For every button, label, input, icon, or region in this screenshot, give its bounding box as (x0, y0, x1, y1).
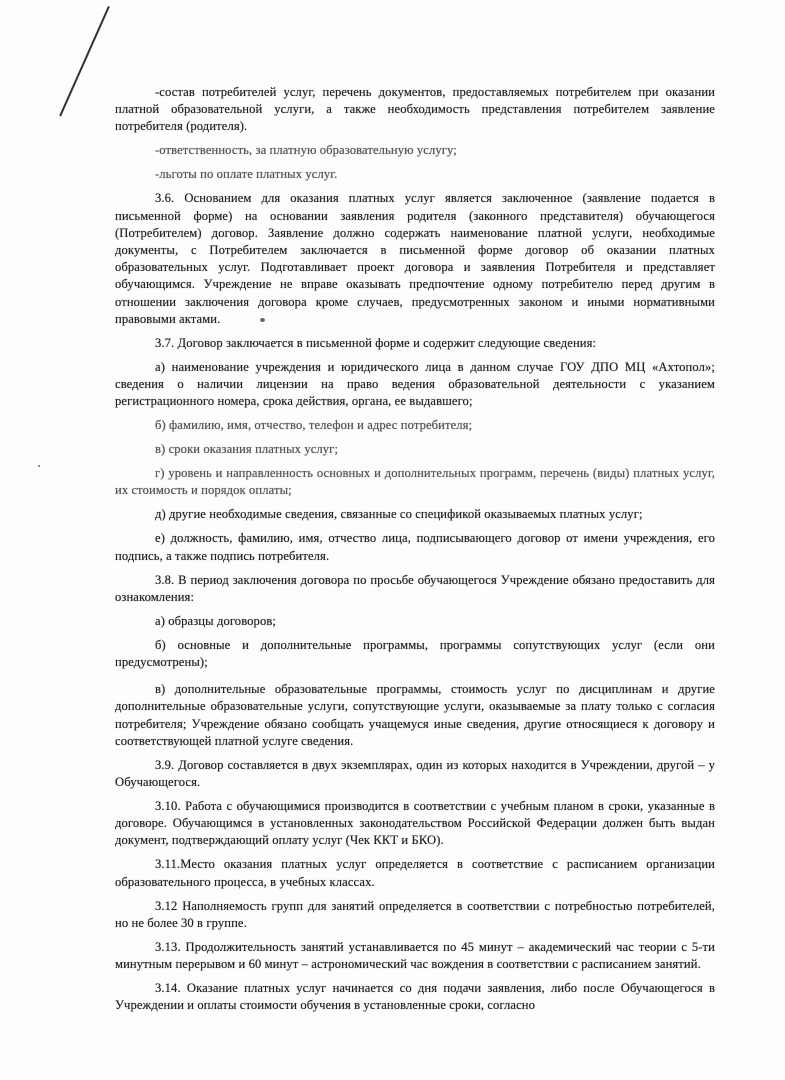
paragraph-3-12: 3.12 Наполняемость групп для занятий определяется в соответствии с потребностью потребителей, но не более 30 в группе. (115, 898, 715, 930)
paragraph-3-13: 3.13. Продолжительность занятий устанавливается по 45 минут – академический час теории с 5-ти минутным перерывом и 60 минут – астрономический час вождения в соответствии с расписанием занятий. (115, 939, 715, 972)
list-item-g: г) уровень и направленность основных и дополнительных программ, перечень (виды) платных услуг, их стоимость и порядок оплаты; (115, 466, 715, 498)
list-item-d: д) другие необходимые сведения, связанные со спецификой оказываемых платных услуг; (155, 507, 643, 522)
pen-stroke (59, 6, 110, 116)
list-item-e: е) должность, фамилию, имя, отчество лица, подписывающего договор от имени учреждения, его подпись, а также подпись потребителя. (115, 531, 715, 563)
paragraph-3-10: 3.10. Работа с обучающимися производится в соответствии с учебным планом в сроки, указанные в договоре. Обучающимся в установленных законодательством Российской Федерации должен быть выдан документ, подтверждающий оплату услуг (Чек ККТ и БКО). (115, 799, 715, 848)
paragraph-benefits: -льготы по оплате платных услуг. (155, 167, 338, 182)
paragraph-consumer-composition: -состав потребителей услуг, перечень документов, предоставляемых потребителем при оказании платной образовательной услуги, а также необходимость представления потребителем заявление потребителя (родителя). (115, 85, 715, 134)
list-item-a: а) наименование учреждения и юридического лица в данном случае ГОУ ДПО МЦ «Ахтопол»; сведения о наличии лицензии на право ведения образовательной деятельности с указанием регистрационного номера, срока действия, органа, ее выдавшего; (115, 359, 715, 409)
paragraph-3-9: 3.9. Договор составляется в двух экземплярах, один из которых находится в Учреждении, другой – у Обучающегося. (115, 757, 715, 790)
paragraph-3-14: 3.14. Оказание платных услуг начинается со дня подачи заявления, либо после Обучающегося в Учреждении и оплаты стоимости обучения в установленные сроки, согласно (115, 981, 715, 1013)
paragraph-responsibility: -ответственность, за платную образовательную услугу; (155, 143, 457, 158)
paragraph-3-6: 3.6. Основанием для оказания платных услуг является заключенное (заявление подается в письменной форме) на основании заявления родителя (законного представителя) обучающегося (Потребителем) договор. Заявление должно содержать наименование платной услуги, необходимые документы, с Потребителем заключается в письменной форме договор об оказании платных образовательных услуг. Подготавливает проект договора и заявления Потребителя и представляет обучающимся. Учреждение не вправе оказывать предпочтение одному потребителю перед другим в отношении заключения договора кроме случаев, предусмотренных законом и иными нормативными правовыми актами. (115, 191, 715, 326)
document-body (115, 84, 715, 1021)
paragraph-3-8: 3.8. В период заключения договора по просьбе обучающегося Учреждение обязано предоставить для ознакомления: (115, 572, 715, 604)
paragraph-3-7: 3.7. Договор заключается в письменной форме и содержит следующие сведения: (155, 335, 597, 350)
list-item-a-samples: а) образцы договоров; (155, 613, 276, 628)
list-item-v-additional: в) дополнительные образовательные программы, стоимость услуг по дисциплинам и другие дополнительные образовательные услуги, сопутствующие услуги, оказываемые за плату только с согласия потребителя; Учреждение обязано сообщать учащемуся иные сведения, другие относящиеся к договору и соответствующей платной услуге сведения. (115, 682, 715, 748)
list-item-b: б) фамилию, имя, отчество, телефон и адрес потребителя; (155, 418, 473, 433)
paragraph-3-11: 3.11.Место оказания платных услуг определяется в соответствие с расписанием организации образовательного процесса, в учебных классах. (115, 857, 715, 889)
list-item-b-programs: б) основные и дополнительные программы, программы сопутствующих услуг (если они предусмотрены); (115, 637, 715, 670)
scan-speck (38, 465, 40, 467)
list-item-v: в) сроки оказания платных услуг; (155, 442, 339, 457)
